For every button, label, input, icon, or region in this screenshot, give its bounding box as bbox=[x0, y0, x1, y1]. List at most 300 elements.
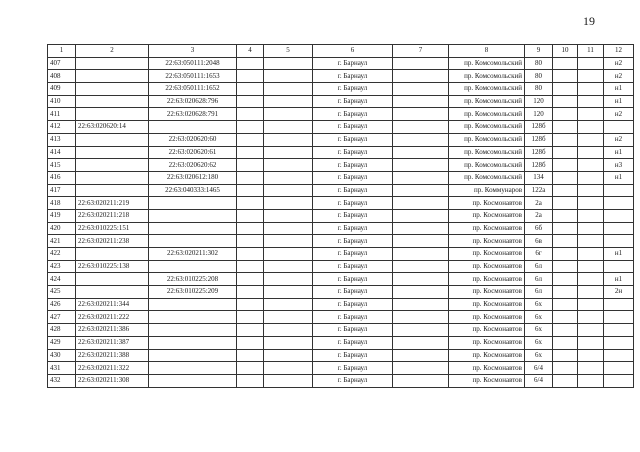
table-cell: 22:63:020628:791 bbox=[149, 108, 237, 121]
table-cell bbox=[553, 374, 578, 387]
table-row bbox=[48, 311, 634, 324]
table-cell bbox=[393, 374, 449, 387]
table-cell: 411 bbox=[48, 108, 76, 121]
table-cell bbox=[237, 298, 264, 311]
table-cell: 422 bbox=[48, 248, 76, 261]
table-cell: г. Барнаул bbox=[313, 362, 393, 375]
table-cell bbox=[553, 57, 578, 70]
table-cell bbox=[264, 70, 313, 83]
table-cell bbox=[264, 184, 313, 197]
table-cell: 2н bbox=[604, 286, 634, 299]
table-cell: 409 bbox=[48, 83, 76, 96]
table-cell: 419 bbox=[48, 209, 76, 222]
table-cell bbox=[553, 121, 578, 134]
table-row bbox=[48, 95, 634, 108]
table-cell bbox=[264, 248, 313, 261]
table-cell: пр. Космонавтов bbox=[449, 248, 525, 261]
table-cell bbox=[264, 209, 313, 222]
table-row bbox=[48, 260, 634, 273]
table-cell: пр. Комсомольский bbox=[449, 171, 525, 184]
table-cell: 80 bbox=[525, 83, 553, 96]
table-cell: г. Барнаул bbox=[313, 184, 393, 197]
table-cell: 22:63:020211:322 bbox=[76, 362, 149, 375]
table-cell: пр. Комсомольский bbox=[449, 70, 525, 83]
table-cell bbox=[553, 133, 578, 146]
table-cell bbox=[578, 222, 604, 235]
table-cell: 22:63:020211:387 bbox=[76, 336, 149, 349]
table-cell: г. Барнаул bbox=[313, 298, 393, 311]
table-cell: 22:63:020628:796 bbox=[149, 95, 237, 108]
table-cell: 412 bbox=[48, 121, 76, 134]
table-cell bbox=[237, 222, 264, 235]
table-row bbox=[48, 146, 634, 159]
table-cell: 429 bbox=[48, 336, 76, 349]
table-cell bbox=[149, 121, 237, 134]
table-cell: 6/4 bbox=[525, 374, 553, 387]
table-cell: пр. Космонавтов bbox=[449, 260, 525, 273]
table-cell bbox=[76, 184, 149, 197]
table-cell: 22:63:010225:209 bbox=[149, 286, 237, 299]
table-cell bbox=[553, 349, 578, 362]
table-cell bbox=[578, 108, 604, 121]
table-row bbox=[48, 235, 634, 248]
table-cell bbox=[76, 159, 149, 172]
table-cell bbox=[578, 374, 604, 387]
table-cell bbox=[264, 235, 313, 248]
table-cell bbox=[393, 108, 449, 121]
table-cell: 414 bbox=[48, 146, 76, 159]
table-row bbox=[48, 222, 634, 235]
table-cell bbox=[604, 184, 634, 197]
table-cell bbox=[604, 324, 634, 337]
table-cell bbox=[553, 146, 578, 159]
table-cell bbox=[604, 222, 634, 235]
table-cell bbox=[76, 95, 149, 108]
table-cell bbox=[76, 146, 149, 159]
table-cell: 407 bbox=[48, 57, 76, 70]
table-row bbox=[48, 336, 634, 349]
table-cell bbox=[393, 336, 449, 349]
table-cell: н1 bbox=[604, 95, 634, 108]
table-cell bbox=[553, 248, 578, 261]
table-cell bbox=[393, 298, 449, 311]
table-cell: 22:63:020620:61 bbox=[149, 146, 237, 159]
table-cell: г. Барнаул bbox=[313, 95, 393, 108]
table-cell bbox=[393, 349, 449, 362]
table-cell bbox=[578, 286, 604, 299]
table-cell: пр. Космонавтов bbox=[449, 273, 525, 286]
table-cell bbox=[578, 336, 604, 349]
table-cell: г. Барнаул bbox=[313, 374, 393, 387]
table-cell: 22:63:020211:388 bbox=[76, 349, 149, 362]
table-cell bbox=[553, 159, 578, 172]
table-cell bbox=[237, 171, 264, 184]
table-cell bbox=[393, 286, 449, 299]
table-cell bbox=[553, 311, 578, 324]
table-cell bbox=[237, 324, 264, 337]
table-cell: г. Барнаул bbox=[313, 248, 393, 261]
table-row bbox=[48, 197, 634, 210]
table-cell: пр. Космонавтов bbox=[449, 374, 525, 387]
table-cell bbox=[393, 209, 449, 222]
column-header: 1 bbox=[48, 45, 76, 58]
table-cell bbox=[237, 235, 264, 248]
table-row bbox=[48, 349, 634, 362]
table-cell bbox=[264, 197, 313, 210]
column-header: 6 bbox=[313, 45, 393, 58]
table-cell: пр. Комсомольский bbox=[449, 159, 525, 172]
table-cell bbox=[149, 298, 237, 311]
table-cell: пр. Комсомольский bbox=[449, 146, 525, 159]
table-cell: г. Барнаул bbox=[313, 209, 393, 222]
table-cell bbox=[393, 83, 449, 96]
table-cell: пр. Космонавтов bbox=[449, 235, 525, 248]
table-cell: 6х bbox=[525, 298, 553, 311]
table-cell bbox=[237, 95, 264, 108]
table-cell: г. Барнаул bbox=[313, 57, 393, 70]
table-cell: г. Барнаул bbox=[313, 260, 393, 273]
table-cell bbox=[553, 298, 578, 311]
table-cell bbox=[578, 184, 604, 197]
table-cell bbox=[76, 70, 149, 83]
table-cell: 413 bbox=[48, 133, 76, 146]
table-cell bbox=[237, 57, 264, 70]
table-cell bbox=[237, 83, 264, 96]
table-cell: пр. Космонавтов bbox=[449, 209, 525, 222]
table-cell bbox=[578, 209, 604, 222]
table-cell: н1 bbox=[604, 146, 634, 159]
table-cell: 22:63:020612:180 bbox=[149, 171, 237, 184]
table-cell: 425 bbox=[48, 286, 76, 299]
table-cell bbox=[393, 57, 449, 70]
table-cell bbox=[393, 197, 449, 210]
table-cell bbox=[264, 286, 313, 299]
table-cell: 22:63:010225:208 bbox=[149, 273, 237, 286]
table-cell: 6х bbox=[525, 336, 553, 349]
table-cell bbox=[76, 286, 149, 299]
column-header: 8 bbox=[449, 45, 525, 58]
table-cell bbox=[264, 311, 313, 324]
header-row bbox=[48, 45, 634, 58]
table-cell: н3 bbox=[604, 159, 634, 172]
table-cell bbox=[553, 336, 578, 349]
table-cell bbox=[76, 171, 149, 184]
table-cell bbox=[264, 83, 313, 96]
table-cell bbox=[553, 273, 578, 286]
table-cell bbox=[237, 133, 264, 146]
table-cell bbox=[393, 248, 449, 261]
table-cell: пр. Космонавтов bbox=[449, 336, 525, 349]
table-cell: г. Барнаул bbox=[313, 222, 393, 235]
table-cell: 22:63:050111:1652 bbox=[149, 83, 237, 96]
table-cell bbox=[237, 374, 264, 387]
table-cell bbox=[264, 57, 313, 70]
table-row bbox=[48, 70, 634, 83]
table-cell: 430 bbox=[48, 349, 76, 362]
table-cell: 22:63:010225:138 bbox=[76, 260, 149, 273]
table-cell: 431 bbox=[48, 362, 76, 375]
table-cell bbox=[578, 121, 604, 134]
table-cell bbox=[393, 121, 449, 134]
table-cell bbox=[604, 121, 634, 134]
table-cell bbox=[578, 83, 604, 96]
table-cell bbox=[264, 222, 313, 235]
table-cell: 22:63:020211:344 bbox=[76, 298, 149, 311]
table-cell bbox=[578, 260, 604, 273]
table-cell: н1 bbox=[604, 171, 634, 184]
table-cell bbox=[604, 260, 634, 273]
table-cell: н1 bbox=[604, 248, 634, 261]
table-cell bbox=[237, 70, 264, 83]
table-cell bbox=[237, 260, 264, 273]
table-cell bbox=[264, 374, 313, 387]
table-cell bbox=[264, 108, 313, 121]
table-row bbox=[48, 374, 634, 387]
table-row bbox=[48, 273, 634, 286]
table-cell: н2 bbox=[604, 133, 634, 146]
table-cell: 432 bbox=[48, 374, 76, 387]
table-cell bbox=[553, 108, 578, 121]
table-cell bbox=[578, 70, 604, 83]
table-cell: пр. Комсомольский bbox=[449, 121, 525, 134]
table-cell: 6х bbox=[525, 349, 553, 362]
table-cell bbox=[578, 248, 604, 261]
table-cell bbox=[393, 184, 449, 197]
column-header: 5 bbox=[264, 45, 313, 58]
table-cell bbox=[393, 171, 449, 184]
table-row bbox=[48, 362, 634, 375]
table-cell bbox=[553, 209, 578, 222]
column-header: 10 bbox=[553, 45, 578, 58]
table-cell bbox=[264, 95, 313, 108]
table-cell bbox=[393, 222, 449, 235]
table-cell: пр. Космонавтов bbox=[449, 286, 525, 299]
table-cell bbox=[149, 222, 237, 235]
table-cell bbox=[604, 197, 634, 210]
table-cell: н1 bbox=[604, 273, 634, 286]
table-cell: 22:63:020211:302 bbox=[149, 248, 237, 261]
table-cell: 6г bbox=[525, 248, 553, 261]
table-row bbox=[48, 171, 634, 184]
table-cell: пр. Космонавтов bbox=[449, 197, 525, 210]
table-cell: 22:63:020620:60 bbox=[149, 133, 237, 146]
table-cell bbox=[578, 95, 604, 108]
table-cell: г. Барнаул bbox=[313, 273, 393, 286]
table-cell bbox=[237, 108, 264, 121]
table-cell bbox=[578, 146, 604, 159]
table-cell: пр. Космонавтов bbox=[449, 349, 525, 362]
table-cell bbox=[76, 133, 149, 146]
table-cell bbox=[149, 197, 237, 210]
table-cell: 6/4 bbox=[525, 362, 553, 375]
table-cell: пр. Космонавтов bbox=[449, 298, 525, 311]
table-cell bbox=[237, 273, 264, 286]
table-cell bbox=[553, 171, 578, 184]
table-cell bbox=[604, 209, 634, 222]
table-cell bbox=[393, 260, 449, 273]
table-cell: 22:63:050111:1653 bbox=[149, 70, 237, 83]
table-cell bbox=[264, 260, 313, 273]
table-cell bbox=[264, 159, 313, 172]
table-cell: пр. Комсомольский bbox=[449, 108, 525, 121]
table-cell bbox=[149, 311, 237, 324]
table-cell: 128б bbox=[525, 133, 553, 146]
table-cell: 22:63:020620:62 bbox=[149, 159, 237, 172]
table-cell: пр. Коммунаров bbox=[449, 184, 525, 197]
table-cell bbox=[553, 184, 578, 197]
table-cell: г. Барнаул bbox=[313, 108, 393, 121]
column-header: 11 bbox=[578, 45, 604, 58]
table-cell bbox=[393, 159, 449, 172]
table-cell: г. Барнаул bbox=[313, 197, 393, 210]
table-cell bbox=[578, 311, 604, 324]
table-cell bbox=[578, 273, 604, 286]
table-cell: 423 bbox=[48, 260, 76, 273]
table-cell: 426 bbox=[48, 298, 76, 311]
column-header: 7 bbox=[393, 45, 449, 58]
table-cell: 22:63:020211:386 bbox=[76, 324, 149, 337]
table-cell: 22:63:020620:14 bbox=[76, 121, 149, 134]
table-cell bbox=[237, 336, 264, 349]
table-cell bbox=[604, 298, 634, 311]
table-cell: 408 bbox=[48, 70, 76, 83]
table-cell bbox=[76, 57, 149, 70]
table-cell: н2 bbox=[604, 57, 634, 70]
table-cell bbox=[264, 349, 313, 362]
table-cell: г. Барнаул bbox=[313, 235, 393, 248]
table-cell: 120 bbox=[525, 95, 553, 108]
table-cell bbox=[264, 171, 313, 184]
table-cell bbox=[237, 121, 264, 134]
table-row bbox=[48, 121, 634, 134]
table-cell: 22:63:040333:1465 bbox=[149, 184, 237, 197]
table-cell bbox=[149, 209, 237, 222]
table-cell: 428 bbox=[48, 324, 76, 337]
table-cell: 128б bbox=[525, 121, 553, 134]
page-number: 19 bbox=[583, 14, 595, 28]
table-cell bbox=[237, 159, 264, 172]
table-cell: 6х bbox=[525, 311, 553, 324]
table-cell bbox=[578, 197, 604, 210]
table-row bbox=[48, 184, 634, 197]
table-row bbox=[48, 57, 634, 70]
table-cell bbox=[553, 324, 578, 337]
table-cell: г. Барнаул bbox=[313, 159, 393, 172]
table-cell bbox=[393, 146, 449, 159]
table-cell bbox=[553, 235, 578, 248]
table-cell bbox=[604, 336, 634, 349]
table-cell bbox=[149, 235, 237, 248]
table-cell bbox=[264, 121, 313, 134]
table-cell: н2 bbox=[604, 70, 634, 83]
table-cell bbox=[393, 235, 449, 248]
table-cell: 22:63:010225:151 bbox=[76, 222, 149, 235]
table-cell bbox=[76, 273, 149, 286]
table-cell bbox=[553, 70, 578, 83]
table-cell: 128б bbox=[525, 159, 553, 172]
table-cell: пр. Комсомольский bbox=[449, 57, 525, 70]
table-cell: пр. Космонавтов bbox=[449, 362, 525, 375]
table-cell bbox=[393, 70, 449, 83]
table-cell bbox=[264, 133, 313, 146]
table-cell: г. Барнаул bbox=[313, 171, 393, 184]
table-row bbox=[48, 298, 634, 311]
table-cell: г. Барнаул bbox=[313, 336, 393, 349]
table-cell: 120 bbox=[525, 108, 553, 121]
table-cell bbox=[604, 362, 634, 375]
table-cell: 410 bbox=[48, 95, 76, 108]
table-cell: 6л bbox=[525, 260, 553, 273]
table-cell: г. Барнаул bbox=[313, 133, 393, 146]
column-header: 3 bbox=[149, 45, 237, 58]
table-row bbox=[48, 83, 634, 96]
table-cell bbox=[604, 311, 634, 324]
table-cell: г. Барнаул bbox=[313, 324, 393, 337]
table-cell bbox=[578, 298, 604, 311]
table-cell: 6л bbox=[525, 273, 553, 286]
table-cell bbox=[604, 235, 634, 248]
table-cell bbox=[393, 133, 449, 146]
table-cell bbox=[393, 311, 449, 324]
column-header: 12 bbox=[604, 45, 634, 58]
table-cell: 22:63:020211:308 bbox=[76, 374, 149, 387]
table-cell: пр. Комсомольский bbox=[449, 83, 525, 96]
table-cell bbox=[237, 248, 264, 261]
table-cell bbox=[578, 362, 604, 375]
table-cell bbox=[553, 95, 578, 108]
table-body bbox=[48, 57, 634, 387]
table-cell bbox=[553, 222, 578, 235]
table-cell: 6х bbox=[525, 324, 553, 337]
table-cell: 417 bbox=[48, 184, 76, 197]
table-cell: 134 bbox=[525, 171, 553, 184]
table-row bbox=[48, 108, 634, 121]
table-cell: г. Барнаул bbox=[313, 286, 393, 299]
table-cell: 424 bbox=[48, 273, 76, 286]
table-cell: н2 bbox=[604, 108, 634, 121]
table-cell bbox=[264, 273, 313, 286]
table-row bbox=[48, 324, 634, 337]
table-cell bbox=[578, 133, 604, 146]
table-cell bbox=[393, 273, 449, 286]
table-cell: 122а bbox=[525, 184, 553, 197]
table-cell: 6б bbox=[525, 222, 553, 235]
table-cell: 80 bbox=[525, 57, 553, 70]
table-cell bbox=[393, 95, 449, 108]
table-cell bbox=[76, 83, 149, 96]
table-cell: 418 bbox=[48, 197, 76, 210]
table-cell bbox=[393, 324, 449, 337]
table-cell: 22:63:050111:2048 bbox=[149, 57, 237, 70]
table-row bbox=[48, 133, 634, 146]
table-cell bbox=[237, 349, 264, 362]
table-row bbox=[48, 159, 634, 172]
table-cell bbox=[553, 362, 578, 375]
table-cell bbox=[578, 235, 604, 248]
table-cell bbox=[149, 324, 237, 337]
table-cell: 22:63:020211:218 bbox=[76, 209, 149, 222]
table-cell bbox=[149, 260, 237, 273]
table-cell bbox=[149, 374, 237, 387]
table-cell: пр. Комсомольский bbox=[449, 95, 525, 108]
column-header: 4 bbox=[237, 45, 264, 58]
table-cell: 415 bbox=[48, 159, 76, 172]
table-cell bbox=[264, 336, 313, 349]
table-cell: 22:63:020211:222 bbox=[76, 311, 149, 324]
table-cell bbox=[237, 286, 264, 299]
table-cell: пр. Космонавтов bbox=[449, 311, 525, 324]
table-cell: н1 bbox=[604, 83, 634, 96]
